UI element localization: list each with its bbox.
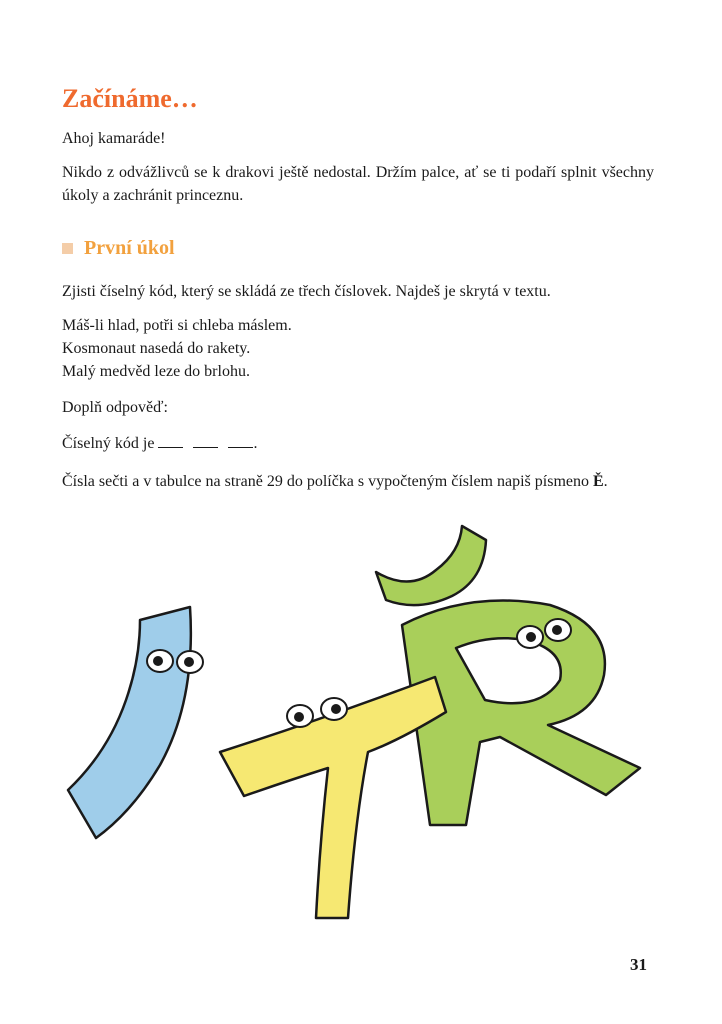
code-end-period: .: [253, 435, 258, 452]
page-number: 31: [630, 955, 647, 974]
intro-paragraph: Nikdo z odvážlivců se k drakovi ještě nedostal. Držím palce, ať se ti podaří splnit všechny úkoly a zachránit princeznu.: [62, 164, 654, 204]
code-label: Číselný kód je: [62, 435, 155, 452]
riddle-line: Kosmonaut nasedá do rakety.: [62, 340, 251, 357]
yellow-letter-t-character: [220, 677, 446, 918]
final-letter: Ě: [592, 473, 604, 490]
final-instruction-text: Čísla sečti a v tabulce na straně 29 do políčka s vypočteným číslem napiš písmeno: [62, 473, 593, 490]
green-letter-r-character: [376, 526, 640, 825]
task-instruction: Zjisti číselný kód, který se skládá ze třech číslovek. Najdeš je skrytá v textu.: [62, 283, 551, 300]
fill-prompt: Doplň odpověď:: [62, 399, 168, 416]
greeting: Ahoj kamaráde!: [62, 130, 166, 147]
page-heading: Začínáme…: [62, 84, 198, 113]
riddle-line: Máš-li hlad, potři si chleba máslem.: [62, 317, 292, 334]
blue-letter-character: [68, 607, 203, 838]
riddle-line: Malý medvěd leze do brlohu.: [62, 363, 250, 380]
task-title: První úkol: [84, 237, 175, 259]
final-instruction-end: .: [603, 473, 608, 490]
